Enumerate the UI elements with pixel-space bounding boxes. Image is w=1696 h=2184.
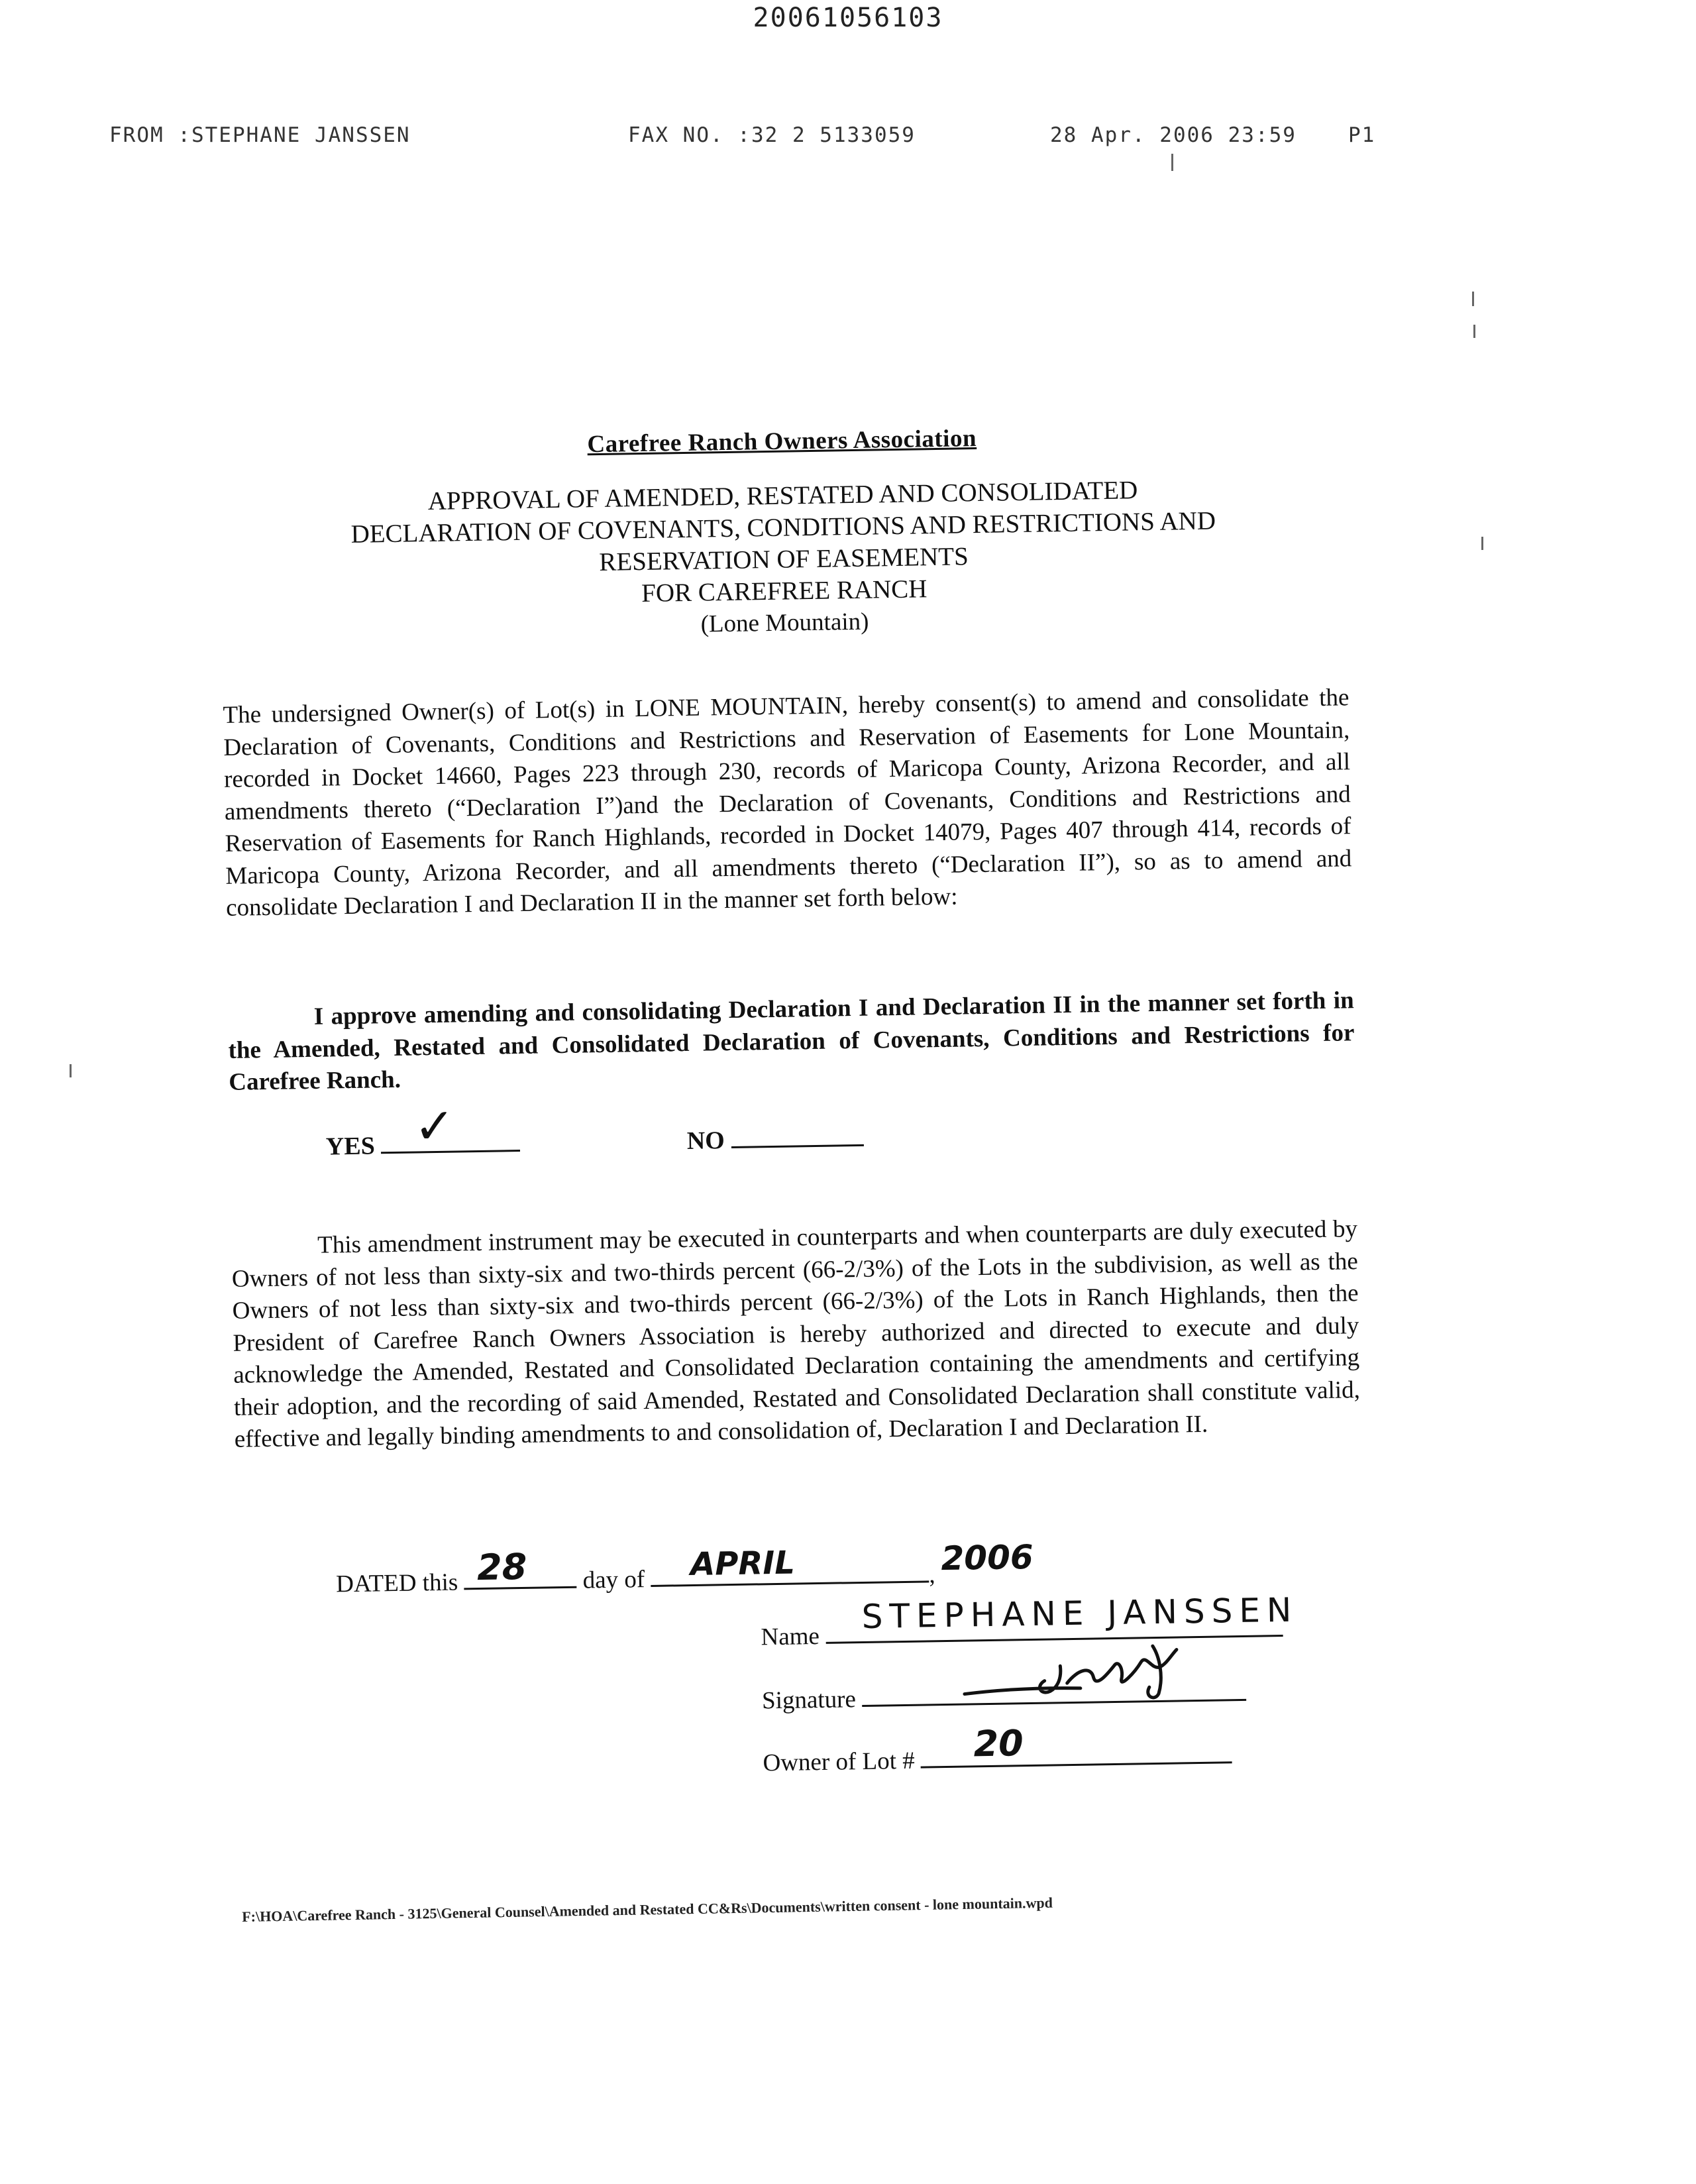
- title-line-1: APPROVAL OF AMENDED, RESTATED AND CONSOLIDATED: [427, 476, 1138, 516]
- no-blank[interactable]: [731, 1122, 864, 1148]
- dated-line: DATED this 28 day of APRIL , 2006: [336, 1556, 1041, 1599]
- fax-page: P1: [1348, 123, 1376, 147]
- subtitle: (Lone Mountain): [700, 608, 869, 638]
- year-field[interactable]: [941, 1537, 1041, 1582]
- lot-field[interactable]: [921, 1722, 1233, 1768]
- signature-line: [762, 1676, 1247, 1715]
- yes-label: YES: [325, 1132, 376, 1161]
- signature-label: Signature: [761, 1686, 857, 1715]
- month-field[interactable]: [651, 1544, 929, 1587]
- yes-check-mark: ✓: [413, 1097, 456, 1156]
- lot-label: Owner of Lot #: [763, 1747, 915, 1777]
- fax-date: 28 Apr. 2006 23:59: [1050, 123, 1297, 147]
- title-line-3: RESERVATION OF EASEMENTS: [599, 542, 969, 576]
- handwritten-signature: [961, 1629, 1227, 1706]
- association-name: Carefree Ranch Owners Association: [587, 425, 977, 459]
- amendment-paragraph: This amendment instrument may be executed in counterparts and when counterparts are duly executed by Owners of not less than sixty-six and two-thirds percent (66-2/3%) of the Lots in the subdivision, as well as the Owners of not less than sixty-six and two-thirds percent (66-2/3%) of the Lots in Ranch Highlands, then the President of Carefree Ranch Owners Association is hereby authorized and directed to execute and duly acknowledge the Amended, Restated and Consolidated Declaration containing the amendments and certifying their adoption, and the recording of said Amended, Restated and Consolidated Declaration shall constitute valid, effective and legally binding amendments to and consolidation of, Declaration I and Declaration II.: [231, 1215, 1361, 1453]
- no-label: NO: [686, 1126, 725, 1156]
- no-option[interactable]: [686, 1122, 863, 1156]
- day-handwritten: 28: [476, 1545, 527, 1589]
- name-label: Name: [761, 1622, 820, 1651]
- scan-artifact: [1473, 325, 1475, 338]
- fax-number: FAX NO. :32 2 5133059: [628, 123, 916, 147]
- title-line-4: FOR CAREFREE RANCH: [641, 574, 928, 608]
- month-handwritten: APRIL: [690, 1544, 796, 1584]
- scan-artifact: [1472, 292, 1474, 306]
- file-path-footer: F:\HOA\Carefree Ranch - 3125\General Counsel\Amended and Restated CC&Rs\Documents\written consent - lone mountain.wpd: [242, 1894, 1053, 1925]
- fax-from: FROM :STEPHANE JANSSEN: [109, 123, 411, 147]
- name-handwritten: STEPHANE JANSSEN: [861, 1590, 1298, 1636]
- consent-paragraph: The undersigned Owner(s) of Lot(s) in LONE MOUNTAIN, hereby consent(s) to amend and consolidate the Declaration of Covenants, Conditions and Restrictions and Reservation of Easements for Lone Mountain, recorded in Docket 14660, Pages 223 through 230, records of Maricopa County, Arizona Recorder, and all amendments thereto (“Declaration I”)and the Declaration of Covenants, Conditions and Restrictions and Reservation of Easements for Ranch Highlands, recorded in Docket 14079, Pages 407 through 414, records of Maricopa County, Arizona Recorder, and all amendments thereto (“Declaration II”), so as to amend and consolidate Declaration I and Declaration II in the manner set forth below:: [223, 684, 1352, 922]
- lot-handwritten: 20: [973, 1722, 1024, 1765]
- yes-option[interactable]: [325, 1097, 520, 1162]
- scan-artifact: [1481, 537, 1483, 550]
- form-body: [219, 418, 1361, 1777]
- batch-number: 20061056103: [753, 3, 943, 33]
- signature-field[interactable]: [862, 1676, 1247, 1707]
- dated-label: DATED this: [335, 1568, 458, 1598]
- day-field[interactable]: [464, 1545, 577, 1590]
- lot-line: [763, 1722, 1232, 1777]
- year-handwritten: 2006: [941, 1537, 1034, 1578]
- scan-artifact: [1171, 154, 1173, 171]
- scan-artifact: [70, 1064, 72, 1077]
- yes-blank[interactable]: [381, 1097, 521, 1156]
- approval-statement: I approve amending and consolidating Declaration I and Declaration II in the manner set forth in the Amended, Restated and Consolidated Declaration of Covenants, Conditions and Restrictions for Carefree Ranch.: [228, 987, 1355, 1096]
- title-line-2: DECLARATION OF COVENANTS, CONDITIONS AND RESTRICTIONS AND: [350, 506, 1216, 549]
- day-of-label: day of: [582, 1566, 645, 1594]
